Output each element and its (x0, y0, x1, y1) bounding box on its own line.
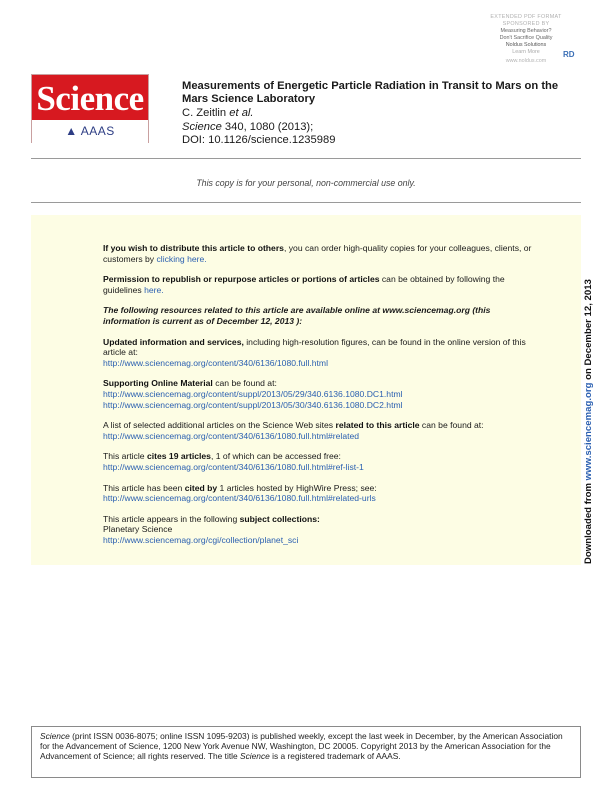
citation-volume: 340, 1080 (2013); (224, 120, 314, 133)
sponsor-header: EXTENDED PDF FORMAT SPONSORED BY (490, 14, 562, 27)
divider-top (31, 158, 581, 159)
copyright-footer: Science (print ISSN 0036-8075; online ISSN 1095-9203) is published weekly, except the last week in December, by the American Association for the Advancement of Science, 1200 New York Avenue NW, Washington, DC 20005. Copyright 2013 by the American Association for the Advancement of Science; all rights reserved. The title Science is a registered trademark of AAAS. (31, 726, 581, 778)
guidelines-link[interactable]: here. (144, 284, 164, 295)
sciencemag-link[interactable]: www.sciencemag.org (583, 382, 594, 481)
distribute-block: If you wish to distribute this article to others, you can order high-quality copies for your colleagues, clients, or customers by clicking here. (103, 243, 532, 264)
personal-use-note: This copy is for your personal, non-commercial use only. (196, 178, 416, 188)
sponsor-line-4: Learn More (512, 49, 540, 55)
ref-list-link[interactable]: http://www.sciencemag.org/content/340/6136/1080.full.html#ref-list-1 (103, 461, 364, 472)
related-block: A list of selected additional articles on the Science Web sites related to this article can be found at: http://www.sciencemag.org/content/340/6136/1080.full.html#related (103, 420, 484, 441)
som-link-2[interactable]: http://www.sciencemag.org/content/suppl/2013/05/30/340.6136.1080.DC2.html (103, 399, 403, 410)
science-wordmark: Science (32, 75, 148, 120)
som-link-1[interactable]: http://www.sciencemag.org/content/suppl/2013/05/29/340.6136.1080.DC1.html (103, 388, 403, 399)
aaas-icon: ▲ (65, 124, 78, 138)
cites-block: This article cites 19 articles, 1 of which can be accessed free: http://www.sciencemag.org/content/340/6136/1080.full.html#ref-list-1 (103, 451, 364, 472)
updated-info-block: Updated information and services, including high-resolution figures, can be found in the online version of this article at: http://www.sciencemag.org/content/340/6136/1080.full.html (103, 336, 526, 368)
related-urls-link[interactable]: http://www.sciencemag.org/content/340/6136/1080.full.html#related-urls (103, 493, 376, 504)
subject-collection-link[interactable]: http://www.sciencemag.org/cgi/collection/planet_sci (103, 534, 299, 545)
aaas-label: AAAS (80, 124, 115, 138)
permission-block: Permission to republish or repurpose articles or portions of articles can be obtained by following the guidelines here. (103, 274, 505, 295)
sponsor-line-2: Don't Sacrifice Quality (499, 35, 553, 41)
article-meta (182, 80, 582, 147)
science-logo (31, 74, 149, 143)
sponsor-line-3: Noldus Solutions (505, 42, 547, 48)
article-citation (182, 121, 582, 134)
aaas-wordmark (32, 120, 148, 143)
resources-intro: The following resources related to this article are available online at www.sciencemag.org (this information is current as of December 12, 2013 ): (103, 305, 491, 326)
divider-bottom (31, 202, 581, 203)
full-text-link[interactable]: http://www.sciencemag.org/content/340/6136/1080.full.html (103, 357, 329, 368)
article-authors: C. Zeitlin et al. (182, 107, 254, 120)
download-watermark: Downloaded from www.sciencemag.org on December 12, 2013 (583, 279, 594, 564)
journal-name: Science (182, 120, 222, 133)
subjects-block: This article appears in the following subject collections: Planetary Science http://www.sciencemag.org/cgi/collection/planet_sci (103, 513, 320, 545)
footer-journal: Science (40, 731, 70, 741)
related-link[interactable]: http://www.sciencemag.org/content/340/6136/1080.full.html#related (103, 430, 360, 441)
clicking-here-link[interactable]: clicking here. (156, 253, 207, 264)
authors-etal: et al. (229, 107, 254, 120)
info-panel (31, 215, 581, 565)
sponsor-ad[interactable] (478, 14, 574, 76)
subject-name: Planetary Science (103, 524, 173, 535)
sponsor-brand-logo: RD (563, 50, 575, 59)
article-title: Measurements of Energetic Particle Radiation in Transit to Mars on the Mars Science Laboratory (182, 80, 559, 106)
supporting-material-block: Supporting Online Material can be found at: http://www.sciencemag.org/content/suppl/2013/05/29/340.6136.1080.DC1.html http://www.sciencemag.org/content/suppl/2013/05/30/340.6136.1080.DC2.html (103, 378, 403, 410)
sponsor-url[interactable]: www.noldus.com (505, 58, 547, 64)
cited-by-block: This article has been cited by 1 articles hosted by HighWire Press; see: http://www.sciencemag.org/content/340/6136/1080.full.html#related-urls (103, 482, 377, 504)
article-doi[interactable]: DOI: 10.1126/science.1235989 (182, 133, 336, 146)
sponsor-line-1: Measuring Behavior? (500, 28, 552, 34)
